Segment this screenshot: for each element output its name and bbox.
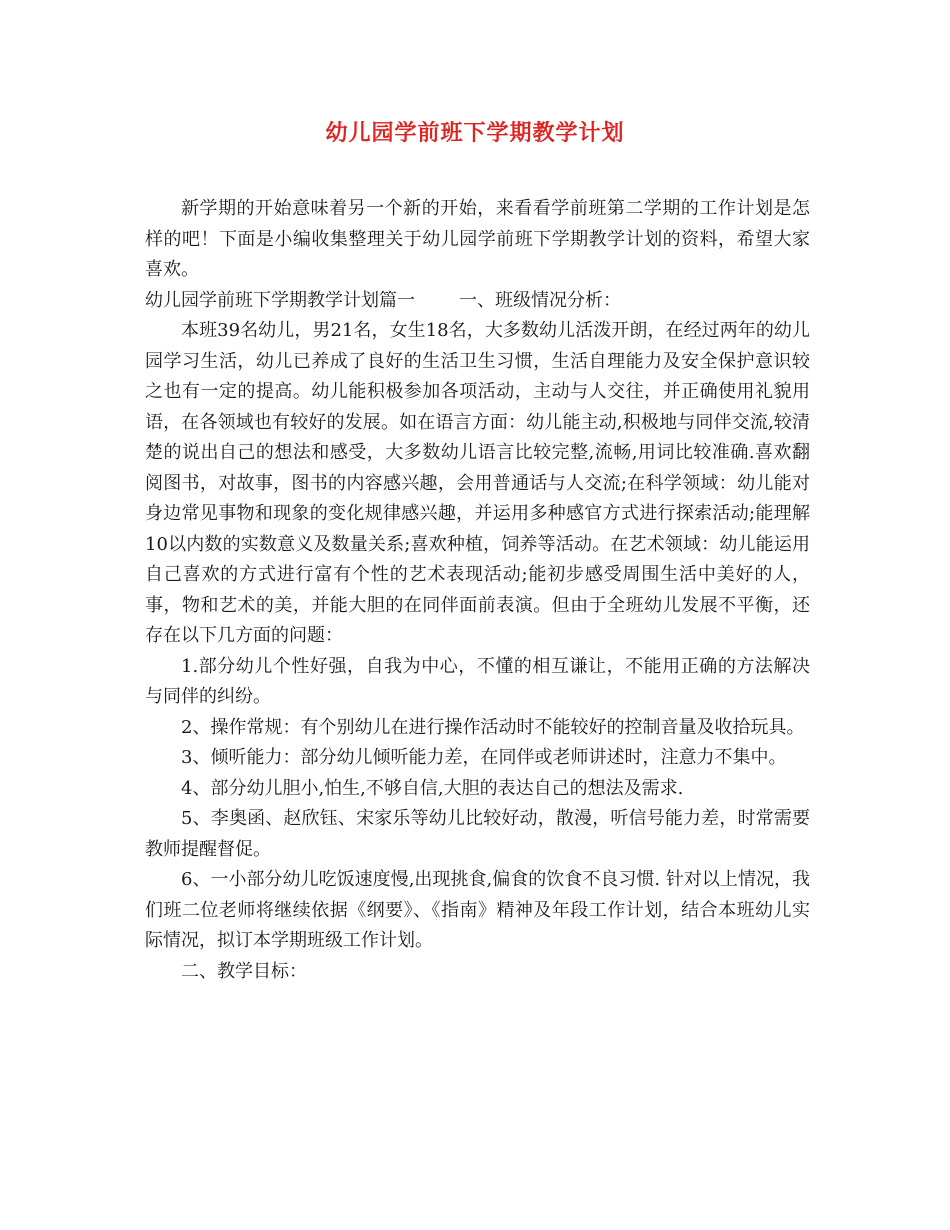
- document-title: 幼儿园学前班下学期教学计划: [325, 120, 625, 146]
- problem-item-6: 6、一小部分幼儿吃饭速度慢,出现挑食,偏食的饮食不良习惯. 针对以上情况，我们班二位老师将继续依据《纲要》、《指南》精神及年段工作计划，结合本班幼儿实际情况，拟订本学期班级工作计划。: [145, 869, 810, 951]
- problem-item-3: 3、倾听能力：部分幼儿倾听能力差，在同伴或老师讲述时，注意力不集中。: [181, 747, 787, 768]
- section-heading-subtitle: 一、班级情况分析：: [459, 289, 621, 311]
- problem-item-5: 5、李奥函、赵欣钰、宋家乐等幼儿比较好动，散漫，听信号能力差，时常需要教师提醒督促。: [145, 808, 810, 860]
- section-heading-title: 幼儿园学前班下学期教学计划篇一: [145, 289, 415, 311]
- section-heading: [145, 286, 810, 317]
- intro-paragraph: 新学期的开始意味着另一个新的开始，来看看学前班第二学期的工作计划是怎样的吧！下面是小编收集整理关于幼儿园学前班下学期教学计划的资料，希望大家喜欢。: [145, 198, 810, 280]
- document-body: [145, 194, 810, 987]
- problem-item-2: 2、操作常规：有个别幼儿在进行操作活动时不能较好的控制音量及收拾玩具。: [181, 716, 805, 738]
- teaching-goals-heading: 二、教学目标：: [181, 960, 307, 982]
- class-analysis-paragraph: 本班39名幼儿，男21名，女生18名，大多数幼儿活泼开朗，在经过两年的幼儿园学习生活，幼儿已养成了良好的生活卫生习惯，生活自理能力及安全保护意识较之也有一定的提高。幼儿能积极参加各项活动，主动与人交往，并正确使用礼貌用语，在各领域也有较好的发展。如在语言方面：幼儿能主动,积极地与同伴交流,较清楚的说出自己的想法和感受，大多数幼儿语言比较完整,流畅,用词比较准确.喜欢翻阅图书，对故事，图书的内容感兴趣，会用普通话与人交流;在科学领域：幼儿能对身边常见事物和现象的变化规律感兴趣，并运用多种感官方式进行探索活动;能理解10以内数的实数意义及数量关系;喜欢种植，饲养等活动。在艺术领域：幼儿能运用自己喜欢的方式进行富有个性的艺术表现活动;能初步感受周围生活中美好的人，事，物和艺术的美，并能大胆的在同伴面前表演。但由于全班幼儿发展不平衡，还存在以下几方面的问题：: [145, 320, 810, 646]
- problem-item-1: 1.部分幼儿个性好强，自我为中心，不懂的相互谦让，不能用正确的方法解决与同伴的纠纷。: [145, 655, 810, 707]
- problem-item-4: 4、部分幼儿胆小,怕生,不够自信,大胆的表达自己的想法及需求.: [181, 777, 684, 799]
